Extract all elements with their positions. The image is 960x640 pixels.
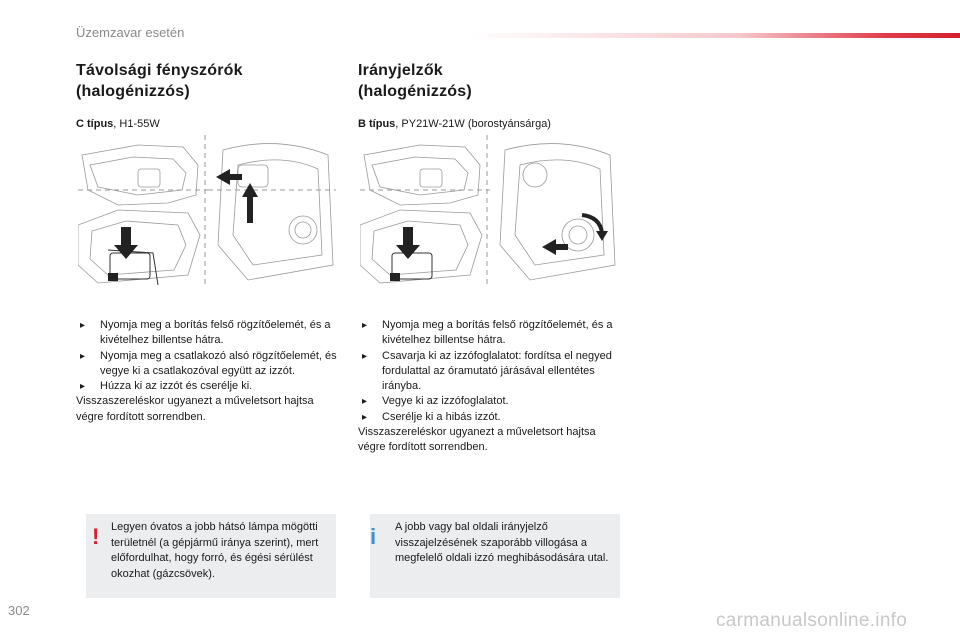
bullet-icon: ▸	[80, 350, 86, 362]
high-beam-steps	[76, 318, 338, 425]
page-number: 302	[8, 603, 30, 618]
bullet-icon: ▸	[362, 411, 368, 423]
bulb-type-spec: , PY21W-21W (borostyánsárga)	[395, 118, 551, 130]
reassembly-note: Visszaszereléskor ugyanezt a műveletsort hajtsa végre fordított sorrendben.	[76, 395, 314, 423]
heading-line2: (halogénizzós)	[76, 83, 190, 100]
bullet-icon: ▸	[80, 381, 86, 393]
high-beam-illustration	[78, 135, 336, 285]
header-gradient-bar	[470, 33, 960, 38]
warning-box	[86, 514, 336, 598]
info-icon: i	[370, 524, 377, 549]
step-item: ▸ Húzza ki az izzót és cserélje ki.	[76, 379, 338, 394]
heading-line1: Irányjelzők	[358, 62, 443, 79]
section-heading	[358, 60, 628, 102]
turn-signal-steps	[358, 318, 620, 456]
bullet-icon: ▸	[362, 350, 368, 362]
step-item: ▸ Nyomja meg a borítás felső rögzítőelemét, és a kivételhez billentse hátra.	[362, 319, 613, 347]
step-item: ▸ Csavarja ki az izzófoglalatot: fordítsa el negyed fordulattal az óramutató járásával ellentétes irányba.	[362, 349, 612, 393]
step-item: ▸ Nyomja meg a borítás felső rögzítőelemét, és a kivételhez billentse hátra.	[80, 319, 331, 347]
section-heading	[76, 60, 346, 102]
info-box	[370, 514, 620, 598]
bulb-type-line	[76, 118, 346, 130]
bullet-icon: ▸	[362, 396, 368, 408]
heading-line2: (halogénizzós)	[358, 83, 472, 100]
heading-line1: Távolsági fényszórók	[76, 62, 243, 79]
warning-text: Legyen óvatos a jobb hátsó lámpa mögötti területnél (a gépjármű iránya szerint), mert előfordulhat, hogy forró, és égési sérülést okozhat (gázcsövek).	[111, 521, 319, 580]
turn-signal-illustration	[360, 135, 618, 285]
bulb-type-line	[358, 118, 628, 130]
watermark: carmanualsonline.info	[716, 610, 908, 631]
bulb-type-label: C típus	[76, 118, 114, 130]
warning-icon: !	[92, 524, 100, 549]
step-item: ▸ Nyomja meg a csatlakozó alsó rögzítőelemét, és vegye ki a csatlakozóval együtt az izzót.	[80, 349, 337, 377]
bullet-icon: ▸	[80, 320, 86, 331]
page-header-title: Üzemzavar esetén	[76, 25, 185, 40]
section-turn-signals	[358, 60, 628, 130]
bulb-type-label: B típus	[358, 118, 396, 130]
reassembly-note: Visszaszereléskor ugyanezt a műveletsort hajtsa végre fordított sorrendben.	[358, 426, 596, 454]
section-high-beam	[76, 60, 346, 130]
step-item: ▸ Cserélje ki a hibás izzót.	[358, 410, 620, 425]
bulb-type-spec: , H1-55W	[113, 118, 160, 130]
bullet-icon: ▸	[362, 320, 368, 331]
step-item: ▸ Vegye ki az izzófoglalatot.	[358, 394, 620, 409]
info-text: A jobb vagy bal oldali irányjelző visszajelzésének szaporább villogása a megfelelő oldali izzó meghibásodására utal.	[395, 521, 609, 564]
